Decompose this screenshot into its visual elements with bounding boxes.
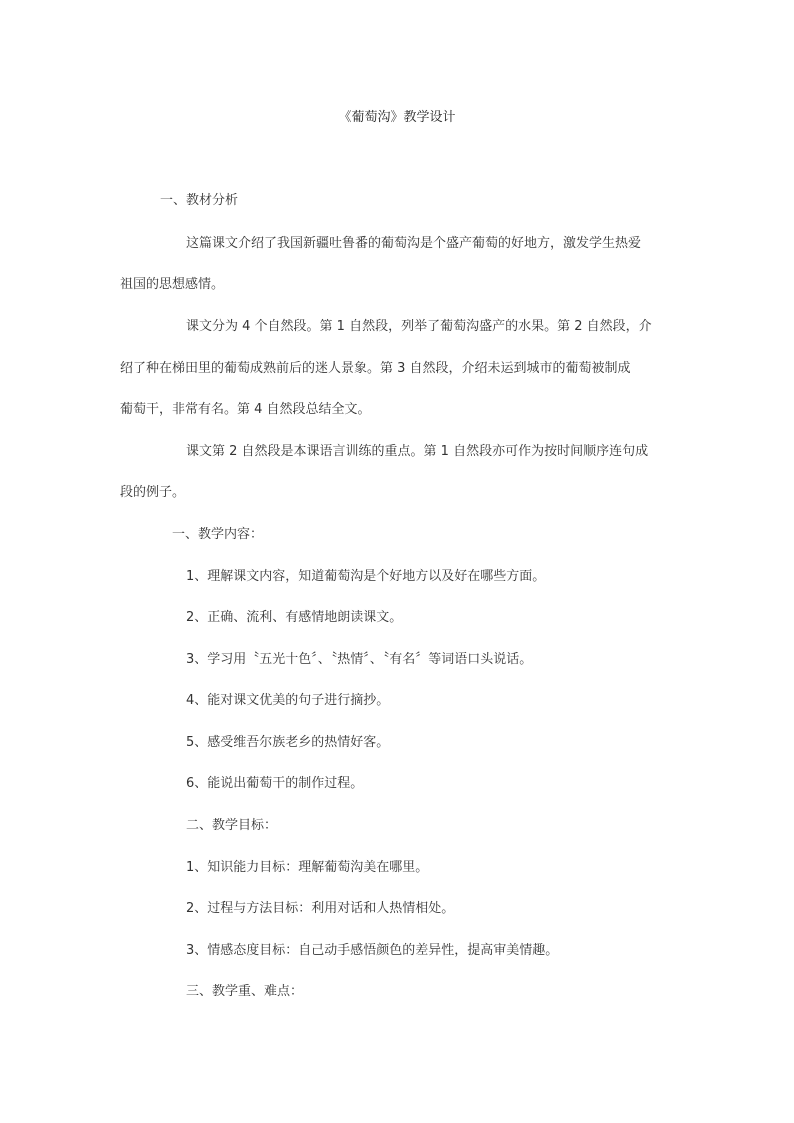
paragraph-line: 葡萄干，非常有名。第 4 自然段总结全文。 bbox=[120, 402, 371, 417]
list-item: 3、学习用〝五光十色〞、〝热情〞、〝有名〞等词语口头说话。 bbox=[186, 652, 533, 667]
list-item: 4、能对课文优美的句子进行摘抄。 bbox=[186, 693, 390, 708]
paragraph-line: 段的例子。 bbox=[120, 485, 186, 500]
section-heading-goals: 二、教学目标： bbox=[186, 818, 278, 833]
paragraph-line: 课文分为 4 个自然段。第 1 自然段，列举了葡萄沟盛产的水果。第 2 自然段，介 bbox=[186, 319, 652, 334]
section-heading-content: 一、教学内容： bbox=[172, 527, 264, 542]
paragraph-line: 这篇课文介绍了我国新疆吐鲁番的葡萄沟是个盛产葡萄的好地方，激发学生热爱 bbox=[186, 236, 642, 251]
list-item: 6、能说出葡萄干的制作过程。 bbox=[186, 776, 364, 791]
list-item: 2、过程与方法目标：利用对话和人热情相处。 bbox=[186, 901, 455, 916]
document-title: 《葡萄沟》教学设计 bbox=[338, 110, 456, 125]
section-heading-key-points: 三、教学重、难点： bbox=[186, 984, 304, 999]
list-item: 1、知识能力目标：理解葡萄沟美在哪里。 bbox=[186, 860, 429, 875]
paragraph-line: 祖国的思想感情。 bbox=[120, 277, 225, 292]
paragraph-line: 绍了种在梯田里的葡萄成熟前后的迷人景象。第 3 自然段，介绍未运到城市的葡萄被制成 bbox=[120, 361, 631, 376]
list-item: 2、正确、流利、有感情地朗读课文。 bbox=[186, 610, 403, 625]
list-item: 3、情感态度目标：自己动手感悟颜色的差异性，提高审美情趣。 bbox=[186, 943, 559, 958]
section-heading-analysis: 一、教材分析 bbox=[160, 193, 239, 208]
paragraph-line: 课文第 2 自然段是本课语言训练的重点。第 1 自然段亦可作为按时间顺序连句成 bbox=[186, 444, 649, 459]
list-item: 5、感受维吾尔族老乡的热情好客。 bbox=[186, 735, 390, 750]
list-item: 1、理解课文内容，知道葡萄沟是个好地方以及好在哪些方面。 bbox=[186, 569, 546, 584]
